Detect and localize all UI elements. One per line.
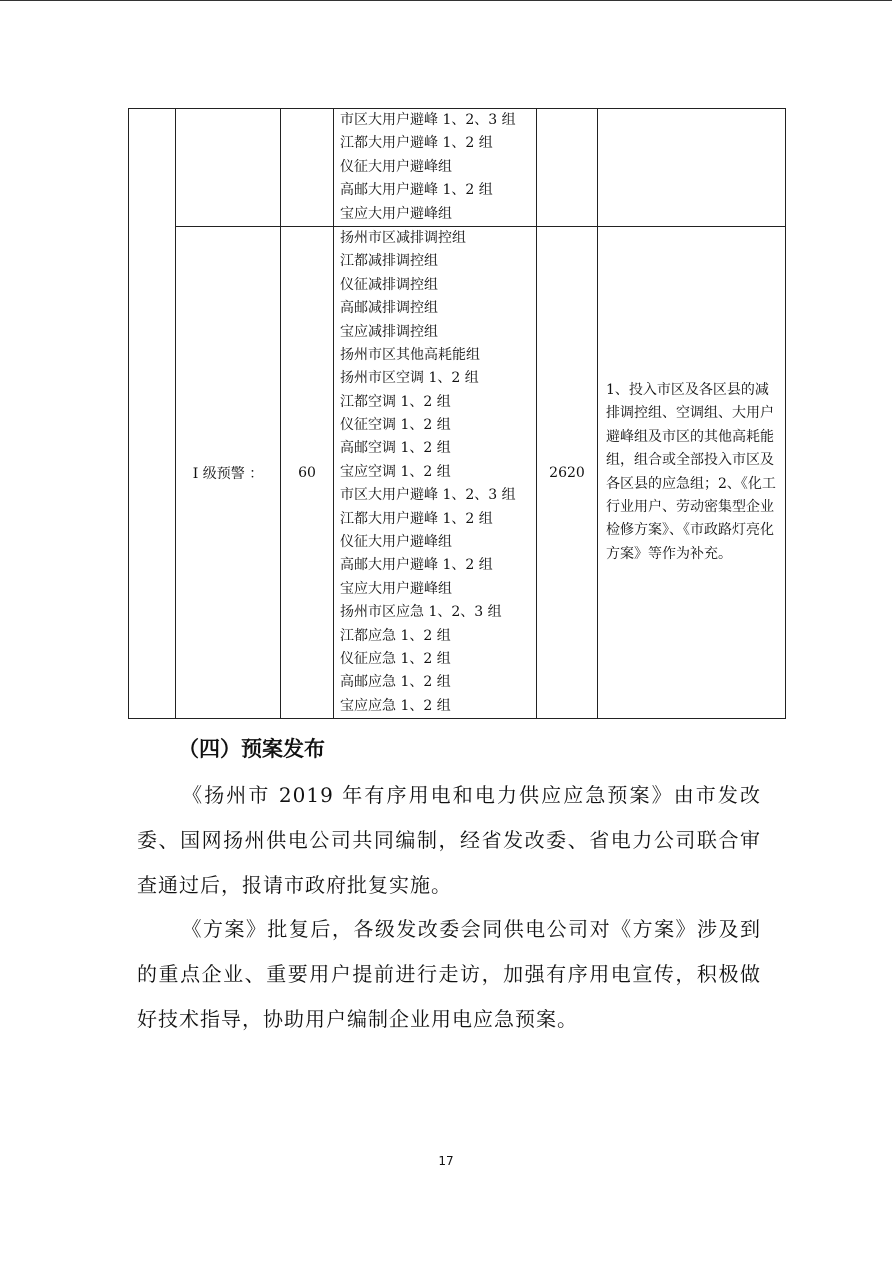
page-number: 17: [438, 1154, 454, 1168]
measures-note-text: 1、投入市区及各区县的减排调控组、空调组、大用户避峰组及市区的其他高耗能组，组合或全部投入市区及各区县的应急组；2、《化工行业用户、劳动密集型企业检修方案》、《市政路灯亮化方案》等作为补充。: [606, 381, 776, 562]
group-line: 高邮减排调控组: [340, 300, 438, 317]
group-line: 宝应大用户避峰组: [340, 205, 452, 222]
group-line: 扬州市区应急 1、2、3 组: [340, 604, 502, 621]
group-line: 江都大用户避峰 1、2 组: [340, 510, 493, 527]
table-cell-level: [176, 109, 281, 227]
group-line: 扬州市区减排调控组: [340, 229, 466, 246]
group-line: 高邮大用户避峰 1、2 组: [340, 557, 493, 574]
paragraph-release-text: 《扬州市 2019 年有序用电和电力供应应急预案》由市发改委、国网扬州供电公司共同编制，经省发改委、省电力公司联合审查通过后，报请市政府批复实施。: [137, 783, 761, 897]
emergency-plan-table: [128, 108, 786, 719]
group-line: 市区大用户避峰 1、2、3 组: [340, 112, 516, 128]
table-row-level1: [129, 226, 786, 718]
warning-level-number: 60: [281, 226, 334, 718]
warning-level-label: I 级预警 ：: [176, 226, 281, 718]
table-cell-note: [598, 109, 786, 227]
group-line: 仪征大用户避峰组: [340, 534, 452, 551]
measures-note: [598, 226, 786, 718]
table-cell-groups: [334, 226, 537, 718]
group-line: 扬州市区其他高耗能组: [340, 346, 480, 363]
section-heading: （四）预案发布: [178, 737, 325, 761]
group-line: 江都应急 1、2 组: [340, 627, 451, 644]
group-line: 宝应减排调控组: [340, 323, 438, 340]
paragraph-release: [137, 773, 761, 908]
table-cell-blank: [129, 109, 176, 719]
group-line: 仪征减排调控组: [340, 276, 438, 293]
group-line: 宝应应急 1、2 组: [340, 697, 451, 714]
group-line: 仪征空调 1、2 组: [340, 417, 451, 434]
group-line: 扬州市区空调 1、2 组: [340, 370, 479, 387]
page-top-border: [0, 0, 892, 1]
group-line: 高邮应急 1、2 组: [340, 674, 451, 691]
group-line: 宝应大用户避峰组: [340, 580, 452, 597]
paragraph-approval-text: 《方案》批复后，各级发改委会同供电公司对《方案》涉及到的重点企业、重要用户提前进行走访，加强有序用电宣传，积极做好技术指导，协助用户编制企业用电应急预案。: [137, 917, 761, 1031]
table-cell-number: [281, 109, 334, 227]
group-line: 江都空调 1、2 组: [340, 393, 451, 410]
group-line: 仪征大用户避峰组: [340, 158, 452, 175]
group-line: 江都减排调控组: [340, 253, 438, 270]
table-cell-groups: [334, 109, 537, 227]
group-line: 市区大用户避峰 1、2、3 组: [340, 487, 516, 504]
group-line: 江都大用户避峰 1、2 组: [340, 135, 493, 152]
table-cell-load: [537, 109, 598, 227]
table-row-continued: [129, 109, 786, 227]
group-line: 宝应空调 1、2 组: [340, 463, 451, 480]
group-line: 高邮空调 1、2 组: [340, 440, 451, 457]
group-line: 仪征应急 1、2 组: [340, 650, 451, 667]
group-line: 高邮大用户避峰 1、2 组: [340, 182, 493, 199]
paragraph-approval: [137, 907, 761, 1042]
load-value: 2620: [537, 226, 598, 718]
